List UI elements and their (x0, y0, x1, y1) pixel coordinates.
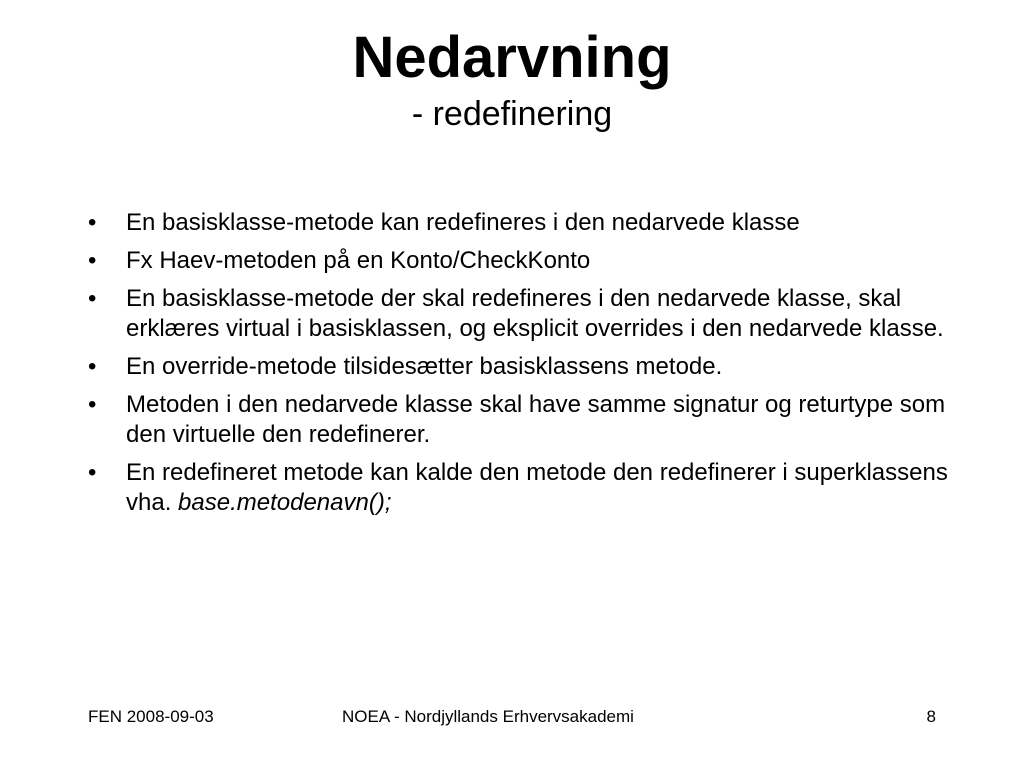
slide-subtitle: - redefinering (411, 95, 613, 133)
bullet-item (88, 390, 948, 450)
bullet-item (88, 458, 948, 518)
footer-organization: NOEA - Nordjyllands Erhvervsakademi (342, 707, 634, 726)
bullet-item (88, 284, 948, 344)
code-snippet: base.metodenavn(); (178, 489, 392, 516)
bullet-text: En basisklasse-metode der skal redefineres i den nedarvede klasse, skal erklæres virtual i basisklassen, og eksplicit overrides i den nedarvede klasse. (126, 285, 944, 342)
bullet-icon: • (88, 209, 97, 236)
bullet-text: Fx Haev-metoden på en Konto/CheckKonto (126, 247, 591, 274)
bullet-item (88, 208, 948, 238)
bullet-text: Metoden i den nedarvede klasse skal have samme signatur og returtype som den virtuelle den redefinerer. (126, 391, 946, 448)
slide-title: Nedarvning (352, 25, 672, 90)
bullet-text: En basisklasse-metode kan redefineres i den nedarvede klasse (126, 209, 800, 236)
bullet-icon: • (88, 247, 97, 274)
bullet-icon: • (88, 459, 97, 486)
bullet-icon: • (88, 285, 97, 312)
bullet-icon: • (88, 391, 97, 418)
footer-date: FEN 2008-09-03 (88, 707, 214, 726)
bullet-item (88, 246, 948, 276)
page-number: 8 (926, 707, 936, 726)
bullet-text: En override-metode tilsidesætter basisklassens metode. (126, 353, 723, 380)
bullet-item (88, 352, 948, 382)
bullet-icon: • (88, 353, 97, 380)
bullet-list (88, 208, 948, 526)
bullet-text: En redefineret metode kan kalde den metode den redefinerer i superklassens vha. (126, 459, 948, 516)
title-block (0, 26, 1024, 134)
